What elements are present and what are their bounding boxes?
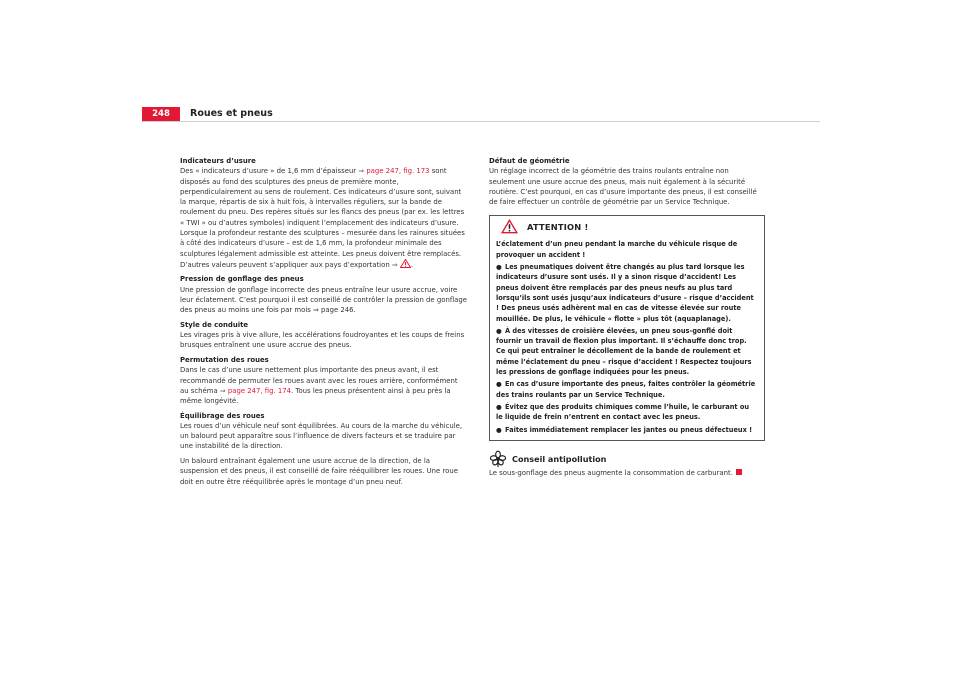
bullet-icon: ● — [496, 326, 502, 335]
warning-title: ATTENTION ! — [527, 221, 589, 232]
warning-reference[interactable] — [392, 261, 411, 269]
warning-box — [489, 215, 765, 440]
paragraph-wheel-balancing-1: Les roues d’un véhicule neuf sont équilibrées. Au cours de la marche du véhicule, un balourd peut apparaître sous l’influence de divers facteurs et se traduire par une instabilité de la direction. — [180, 421, 463, 451]
double-right-arrow-icon: ⇒ — [219, 386, 228, 395]
paragraph-wheel-rotation: Dans le cas d’une usure nettement plus importante des pneus avant, il est recommandé de permuter les roues avant avec les roues arrière, conformément au schéma ⇒ page 247, fig. 174. Tous les pneus présentent ainsi à peu près la même longévité. — [180, 366, 458, 406]
eco-tip — [489, 450, 767, 478]
bullet-icon: ● — [496, 380, 502, 389]
header-rule — [142, 121, 820, 122]
eco-header — [489, 450, 767, 468]
double-right-arrow-icon: ⇒ — [391, 260, 400, 269]
paragraph-geometry-defect: Un réglage incorrect de la géométrie des trains roulants entraîne non seulement une usure accrue des pneus, mais nuit également à la sécurité routière. C’est pourquoi, en cas d’usure importante des pneus, il est conseillé de faire effectuer un contrôle de géométrie par un Service Technique. — [489, 167, 757, 207]
double-right-arrow-icon: ⇒ — [358, 167, 367, 176]
paragraph-wheel-balancing-2: Un balourd entraînant également une usure accrue de la direction, de la suspension et des pneus, il est conseillé de faire rééquilibrer les roues. Une roue doit en outre être rééquilibrée après le montage d’un pneu neuf. — [180, 456, 458, 486]
heading-geometry-defect: Défaut de géométrie — [489, 157, 570, 165]
page-number: 248 — [142, 107, 180, 121]
warning-triangle-icon — [400, 259, 411, 268]
bullet-icon: ● — [496, 402, 502, 411]
warning-item: ● Faites immédiatement remplacer les jantes ou pneus défectueux ! — [496, 425, 753, 434]
heading-tire-pressure: Pression de gonflage des pneus — [180, 275, 304, 284]
page-link-fig173[interactable]: ⇒ page 247, fig. 173 — [358, 167, 430, 176]
warning-item: ● Évitez que des produits chimiques comme l’huile, le carburant ou le liquide de frein n’entrent en contact avec les pneus. — [496, 402, 750, 422]
right-column — [489, 156, 767, 478]
warning-item: ● Les pneumatiques doivent être changés au plus tard lorsque les indicateurs d’usure sont usés. Il y a sinon risque d’accident! Les pneus doivent être remplacés par des pneus neufs au plus tard lorsqu’ils sont usés jusqu’aux indicateurs d’usure – risque d’accident ! Des pneus usés adhèrent mal en cas de vitesse élevée sur route mouillée. De plus, le véhicule « flotte » plus tôt (aquaplanage). — [496, 263, 754, 323]
heading-wheel-rotation: Permutation des roues — [180, 355, 269, 364]
page-link-fig174[interactable]: ⇒ page 247, fig. 174 — [219, 386, 292, 395]
paragraph-tire-pressure: Une pression de gonflage incorrecte des pneus entraîne leur usure accrue, voire leur éclatement. C’est pourquoi il est conseillé de contrôler la pression de gonflage des pneus au moins une fois par mois ⇒ page 246. — [180, 285, 467, 315]
red-square-end-icon — [736, 469, 742, 475]
warning-item: ● À des vitesses de croisière élevées, un pneu sous-gonflé doit fournir un travail de flexion plus important. Il s’échauffe donc trop. Ce qui peut entraîner le décollement de la bande de roulement et même l’éclatement du pneu – risque d’accident ! Respectez toujours les pressions de gonflage indiquées pour les pneus. — [496, 326, 752, 377]
bullet-icon: ● — [496, 263, 502, 272]
warning-body — [490, 237, 764, 439]
left-column — [180, 156, 468, 487]
flower-eco-icon — [489, 450, 507, 468]
eco-title: Conseil antipollution — [512, 453, 607, 464]
paragraph-wear-indicators: Des « indicateurs d’usure » de 1,6 mm d’épaisseur ⇒ page 247, fig. 173 sont disposés au fond des sculptures des pneus de première monte, perpendiculairement au sens de roulement. Ces indicateurs d’usure sont, suivant la marque, répartis de six à huit fois, à intervalles réguliers, sur la bande de roulement du pneu. Des repères situés sur les flancs des pneus (par ex. les lettres « TWI » ou d’autres symboles) indiquent l’emplacement des indicateurs d’usure. Lorsque la profondeur restante des sculptures – mesurée dans les rainures situées à côté des indicateurs d’usure – est de 1,6 mm, la profondeur minimale des sculptures légalement admissible est atteinte. Les pneus doivent être remplacés. D’autres valeurs peuvent s’appliquer aux pays d’exportation ⇒ . — [180, 167, 465, 269]
paragraph-driving-style: Les virages pris à vive allure, les accélérations foudroyantes et les coups de freins brusques entraînent une usure accrue des pneus. — [180, 331, 465, 350]
eco-text: Le sous-gonflage des pneus augmente la consommation de carburant. — [489, 468, 767, 478]
heading-wheel-balancing: Équilibrage des roues — [180, 411, 265, 420]
warning-item: ● En cas d’usure importante des pneus, faites contrôler la géométrie des trains roulants par un Service Technique. — [496, 380, 756, 399]
bullet-icon: ● — [496, 425, 502, 434]
section-title: Roues et pneus — [190, 108, 273, 119]
warning-triangle-icon — [501, 219, 518, 234]
heading-wear-indicators: Indicateurs d’usure — [180, 157, 256, 165]
warning-intro: L’éclatement d’un pneu pendant la marche du véhicule risque de provoquer un accident ! — [496, 240, 738, 259]
warning-header — [490, 216, 764, 237]
heading-driving-style: Style de conduite — [180, 320, 249, 329]
